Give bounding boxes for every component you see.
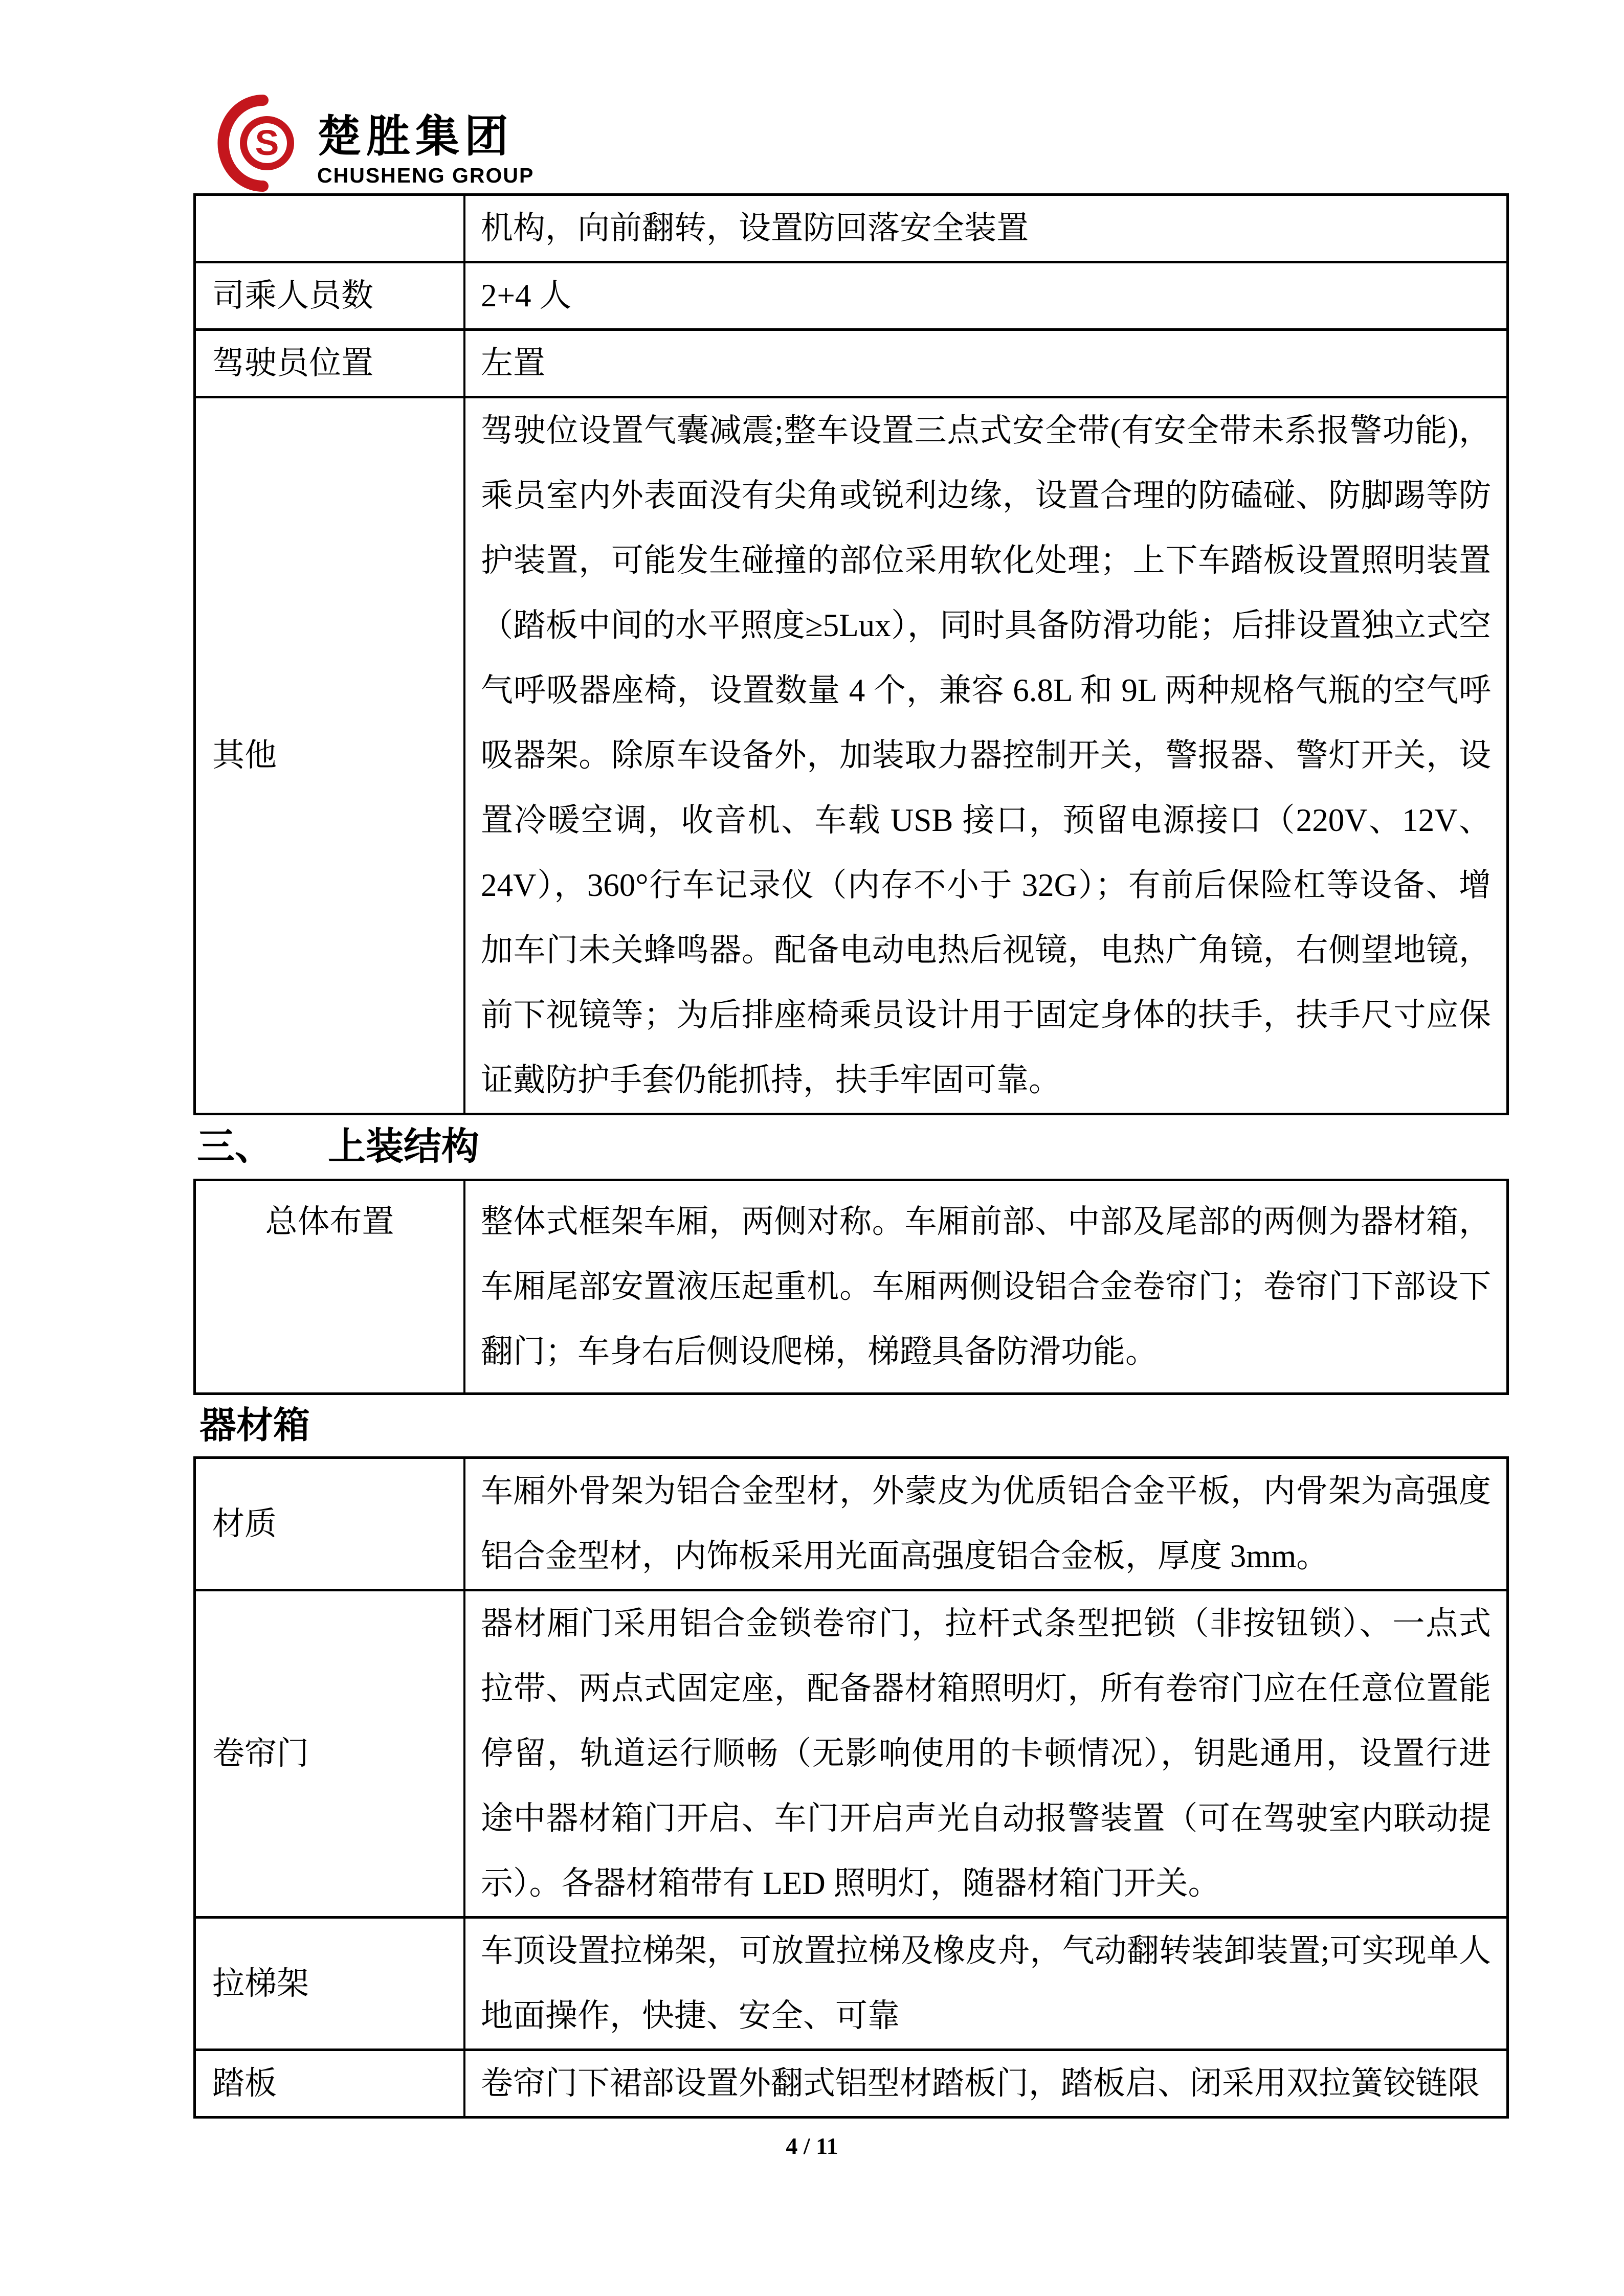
row-label: 材质 bbox=[196, 1459, 465, 1589]
company-name-en: CHUSHENG GROUP bbox=[317, 164, 535, 188]
row-value: 车顶设置拉梯架，可放置拉梯及橡皮舟，气动翻转装卸装置;可实现单人地面操作，快捷、安全、可靠 bbox=[481, 1933, 1491, 2034]
row-value: 整体式框架车厢，两侧对称。车厢前部、中部及尾部的两侧为器材箱，车厢尾部安置液压起重机。车厢两侧设铝合金卷帘门；卷帘门下部设下翻门；车身右后侧设爬梯，梯蹬具备防滑功能。 bbox=[481, 1204, 1491, 1369]
table-row bbox=[196, 396, 1506, 1113]
page-footer bbox=[0, 2132, 1624, 2160]
row-label: 卷帘门 bbox=[196, 1591, 465, 1916]
row-value: 2+4 人 bbox=[481, 278, 572, 313]
chusheng-logo-icon bbox=[214, 93, 300, 196]
row-value: 卷帘门下裙部设置外翻式铝型材踏板门，踏板启、闭采用双拉簧铰链限 bbox=[481, 2065, 1480, 2101]
section-heading bbox=[197, 1123, 1624, 1170]
body-structure-table bbox=[193, 1179, 1509, 1395]
table-row bbox=[196, 1589, 1506, 1916]
section-title: 上装结构 bbox=[328, 1126, 479, 1168]
section-number: 三、 bbox=[197, 1126, 273, 1168]
table-row bbox=[196, 2049, 1506, 2116]
table-row bbox=[196, 1916, 1506, 2049]
company-logo bbox=[214, 0, 1624, 193]
table-row bbox=[196, 1181, 1506, 1392]
row-value: 车厢外骨架为铝合金型材，外蒙皮为优质铝合金平板，内骨架为高强度铝合金型材，内饰板采用光面高强度铝合金板，厚度 3mm。 bbox=[481, 1473, 1491, 1574]
equipment-box-heading: 器材箱 bbox=[199, 1405, 310, 1446]
equipment-box-table bbox=[193, 1456, 1509, 2119]
row-label: 驾驶员位置 bbox=[196, 331, 465, 396]
svg-text:S: S bbox=[255, 123, 279, 163]
row-label: 司乘人员数 bbox=[196, 263, 465, 328]
company-name bbox=[317, 93, 534, 188]
row-label: 踏板 bbox=[196, 2051, 465, 2116]
row-label bbox=[196, 196, 465, 261]
table-row bbox=[196, 328, 1506, 396]
company-name-cn: 楚胜集团 bbox=[317, 112, 514, 161]
chassis-spec-table bbox=[193, 193, 1509, 1115]
row-value: 左置 bbox=[481, 345, 545, 381]
row-value: 机构，向前翻转，设置防回落安全装置 bbox=[481, 210, 1029, 246]
table-row bbox=[196, 196, 1506, 261]
row-label: 总体布置 bbox=[196, 1181, 465, 1392]
row-label: 其他 bbox=[196, 398, 465, 1113]
row-value: 驾驶位设置气囊减震;整车设置三点式安全带(有安全带未系报警功能)，乘员室内外表面没有尖角或锐利边缘，设置合理的防磕碰、防脚踢等防护装置，可能发生碰撞的部位采用软化处理；上下车踏板设置照明装置（踏板中间的水平照度≥5Lux），同时具备防滑功能；后排设置独立式空气呼吸器座椅，设置数量 4 个，兼容 6.8L 和 9L 两种规格气瓶的空气呼吸器架。除原车设备外，加装取力器控制开关，警报器、警灯开关，设置冷暖空调，收音机、车载 USB 接口，预留电源接口（220V、12V、24V），360°行车记录仪（内存不小于 32G）；有前后保险杠等设备、增加车门未关蜂鸣器。配备电动电热后视镜，电热广角镜，右侧望地镜，前下视镜等；为后排座椅乘员设计用于固定身体的扶手，扶手尺寸应保证戴防护手套仍能抓持，扶手牢固可靠。 bbox=[481, 413, 1491, 1098]
row-label: 拉梯架 bbox=[196, 1919, 465, 2049]
table-row bbox=[196, 261, 1506, 328]
table-row bbox=[196, 1459, 1506, 1589]
row-value: 器材厢门采用铝合金锁卷帘门，拉杆式条型把锁（非按钮锁）、一点式拉带、两点式固定座，配备器材箱照明灯，所有卷帘门应在任意位置能停留，轨道运行顺畅（无影响使用的卡顿情况），钥匙通用，设置行进途中器材箱门开启、车门开启声光自动报警装置（可在驾驶室内联动提示）。各器材箱带有 LED 照明灯，随器材箱门开关。 bbox=[481, 1606, 1491, 1901]
page-number: 4 / 11 bbox=[786, 2133, 838, 2159]
